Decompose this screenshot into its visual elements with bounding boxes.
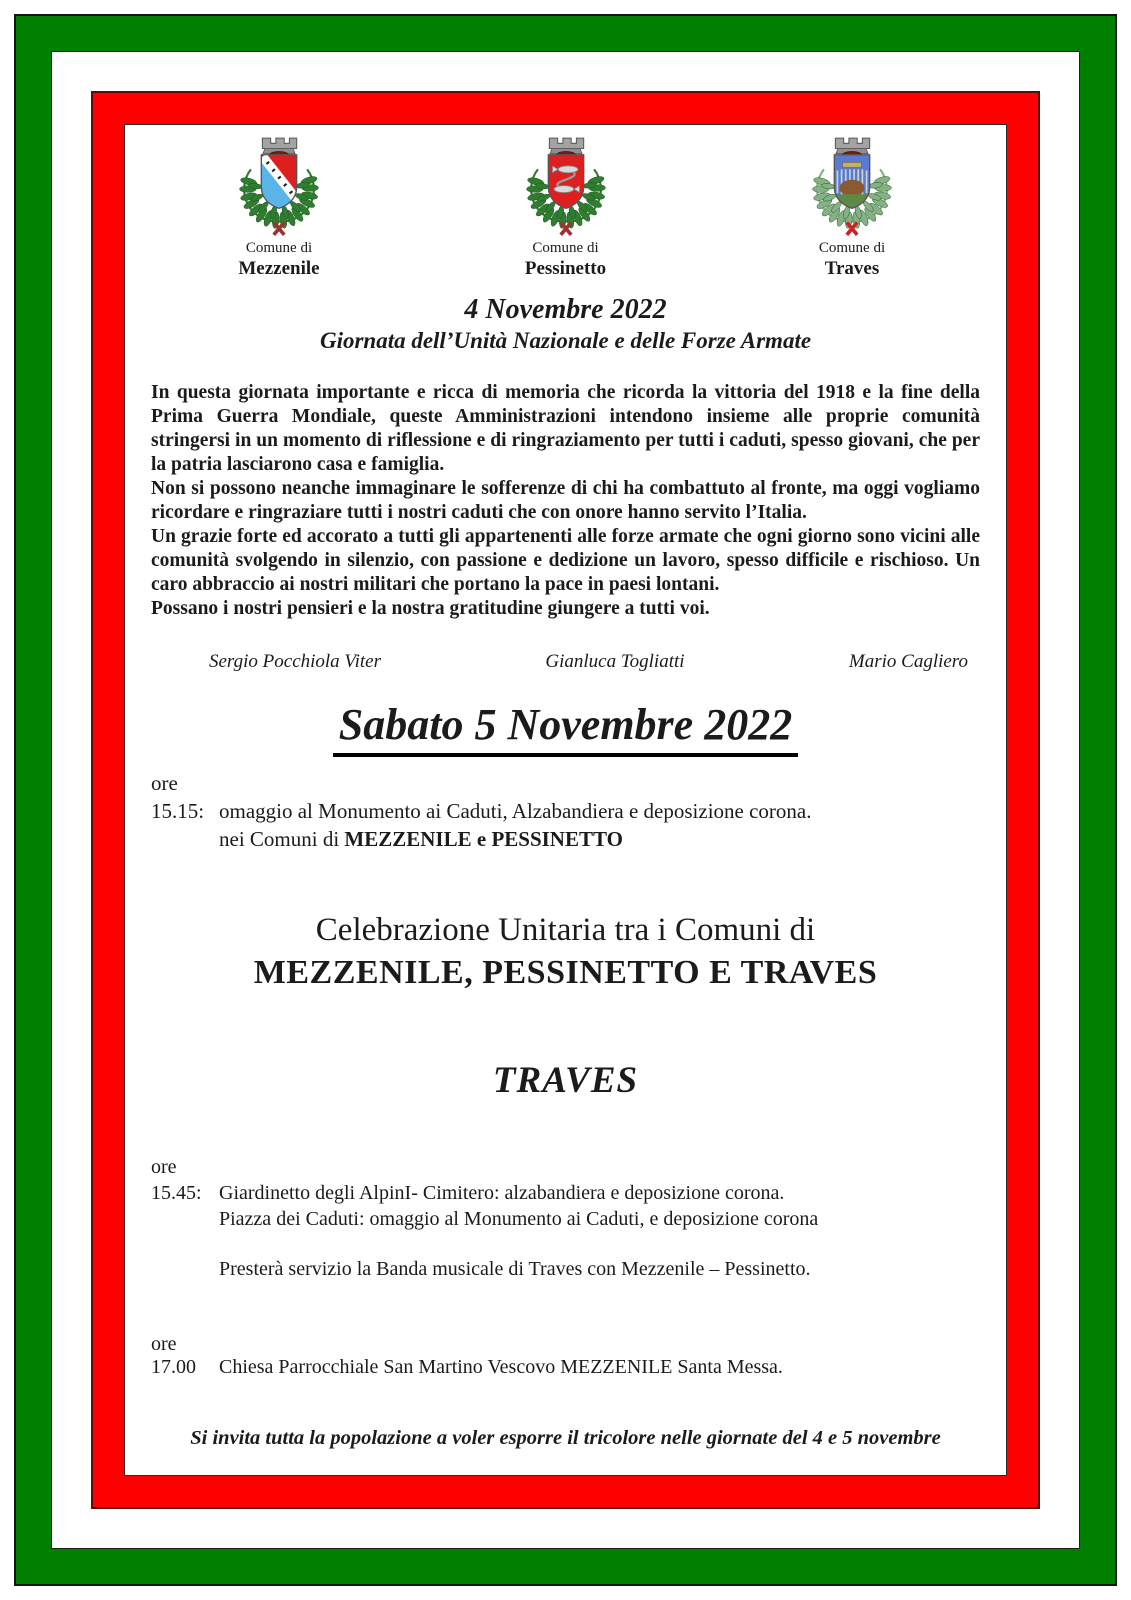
event-1515-line2 <box>151 825 980 853</box>
footer-invitation: Si invita tutta la popolazione a voler esporre il tricolore nelle giornate del 4 e 5 novembre <box>190 1427 941 1449</box>
intro-paragraph: Non si possono neanche immaginare le sofferenze di chi ha combattuto al fronte, ma oggi vogliamo ricordare e ringraziare tutti i nostri caduti che con onore hanno servito l’Italia. <box>151 478 980 523</box>
event-subtitle: Giornata dell’Unità Nazionale e delle Forze Armate <box>319 328 812 353</box>
celebration-title <box>151 909 980 995</box>
crest-caption-pessinetto <box>466 239 666 281</box>
comune-di-label: Comune di <box>245 240 313 256</box>
date-title: 4 Novembre 2022 <box>464 294 667 325</box>
event-1515 <box>151 769 980 853</box>
tricolor-border-red <box>91 91 1040 1509</box>
intro-paragraph: Un grazie forte ed accorato a tutti gli appartenenti alle forze armate che ogni giorno sono vicini alle comunità svolgendo in silenzio, con passione e dedizione un lavoro, spesso difficile e rischioso. Un caro abbraccio ai nostri militari che portano la pace in paesi lontani. <box>151 526 980 595</box>
event-location-prefix: nei Comuni di <box>219 827 345 851</box>
event-location-communes: MEZZENILE e PESSINETTO <box>344 827 623 851</box>
commune-name-pessinetto: Pessinetto <box>524 258 607 279</box>
band-service-note: Presterà servizio la Banda musicale di Traves con Mezzenile – Pessinetto. <box>219 1258 811 1280</box>
event-1515-line1 <box>151 769 980 825</box>
tricolor-border-green <box>14 14 1117 1586</box>
intro-paragraphs <box>151 381 980 621</box>
event-1700 <box>151 1333 980 1379</box>
event-text-1700: Chiesa Parrocchiale San Martino Vescovo MEZZENILE Santa Messa. <box>219 1356 783 1378</box>
crest-pessinetto <box>466 135 666 281</box>
signatures-row <box>151 651 980 673</box>
signature-name: Mario Cagliero <box>848 651 968 672</box>
saturday-heading: Sabato 5 Novembre 2022 <box>333 699 798 757</box>
crest-mezzenile <box>179 135 379 281</box>
intro-paragraph: In questa giornata importante e ricca di memoria che ricorda la vittoria del 1918 e la fine della Prima Guerra Mondiale, queste Amministrazioni intendono insieme alle proprie comunità stringersi in un momento di riflessione e di ringraziamento per tutti i caduti, spesso giovani, che per la patria lasciarono casa e famiglia. <box>151 382 980 475</box>
signature-name: Gianluca Togliatti <box>545 651 685 672</box>
saturday-heading-wrap <box>151 699 980 757</box>
traves-coat-of-arms-icon <box>800 135 904 239</box>
event-time-1545: ore 15.45: <box>151 1156 202 1204</box>
event-1545-line2 <box>151 1206 980 1232</box>
mezzenile-coat-of-arms-icon <box>227 135 331 239</box>
celebration-title-line1: Celebrazione Unitaria tra i Comuni di <box>315 912 816 948</box>
event-text-1545-line1: Giardinetto degli AlpinI- Cimitero: alzabandiera e deposizione corona. <box>219 1182 785 1204</box>
event-time-1700: ore 17.00 <box>151 1333 196 1378</box>
commune-name-mezzenile: Mezzenile <box>238 258 320 279</box>
title-block <box>151 293 980 355</box>
intro-paragraph: Possano i nostri pensieri e la nostra gratitudine giungere a tutti voi. <box>151 598 710 619</box>
event-1545 <box>151 1154 980 1232</box>
crest-caption-mezzenile <box>179 239 379 281</box>
crest-row <box>151 135 980 281</box>
content-area <box>124 124 1007 1476</box>
crest-caption-traves <box>752 239 952 281</box>
comune-di-label: Comune di <box>532 240 599 256</box>
tricolor-border-white <box>51 51 1080 1549</box>
celebration-title-line2: MEZZENILE, PESSINETTO E TRAVES <box>253 954 878 991</box>
event-text-1515: omaggio al Monumento ai Caduti, Alzabandiera e deposizione corona. <box>219 799 812 823</box>
event-text-1545-line2: Piazza dei Caduti: omaggio al Monumento ai Caduti, e deposizione corona <box>219 1208 819 1230</box>
commune-name-traves: Traves <box>824 258 880 279</box>
crest-traves <box>752 135 952 281</box>
event-time-1515: ore 15.15: <box>151 771 205 823</box>
comune-di-label: Comune di <box>818 240 886 256</box>
signature-name: Sergio Pocchiola Viter <box>209 651 382 672</box>
traves-location-heading: TRAVES <box>492 1060 639 1101</box>
event-1545-line1 <box>151 1154 980 1206</box>
pessinetto-coat-of-arms-icon <box>514 135 618 239</box>
